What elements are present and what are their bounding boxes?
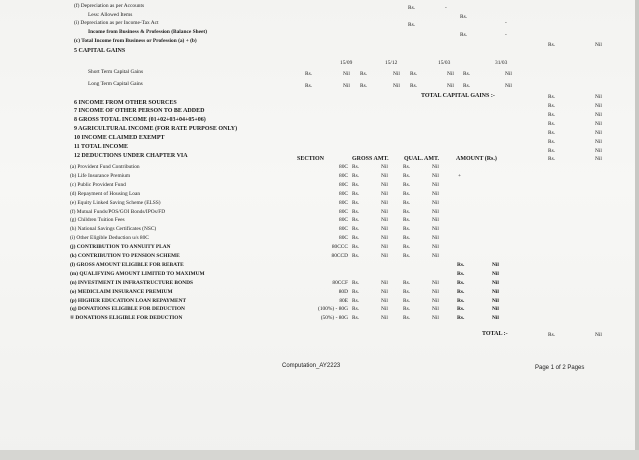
item-agricultural-label: 9 AGRICULTURAL INCOME (FOR RATE PURPOSE ONLY) — [74, 126, 238, 132]
deduction-label: (a) Provident Fund Contribution — [70, 164, 140, 170]
col-header-qual: QUAL. AMT. — [404, 156, 440, 162]
deduction-qual-value: Nil — [432, 244, 439, 251]
col-header-section: SECTION — [297, 156, 325, 162]
deduction-section: 80C — [339, 164, 348, 170]
deduction-amount-rs: Rs. — [457, 306, 465, 313]
deduction-gross-value: Nil — [381, 190, 388, 197]
item-agricultural-value: Nil — [595, 130, 602, 136]
total-label: TOTAL :- — [482, 331, 508, 337]
deduction-label: (n) INVESTMENT IN INFRASTRUCTURE BONDS — [70, 279, 194, 286]
deduction-gross-value: Nil — [381, 288, 388, 295]
deduction-amount-rs: Rs. — [457, 279, 465, 286]
page-edge-right — [635, 0, 639, 460]
item-deductions-rs: Rs. — [548, 156, 556, 162]
depreciation-accounts-rs: Rs. — [408, 5, 416, 11]
col-header-gross: GROSS AMT. — [352, 156, 389, 162]
deduction-qual-value: Nil — [432, 253, 439, 259]
item-agricultural-rs: Rs. — [548, 130, 556, 136]
cg-short-rs-2: Rs. — [360, 71, 368, 77]
deduction-amount-value: Nil — [492, 279, 499, 286]
deduction-gross-value: Nil — [381, 253, 388, 259]
deduction-gross-rs: Rs. — [352, 181, 360, 188]
deduction-amount-value: Nil — [492, 270, 499, 277]
item-gross-total-label: 8 GROSS TOTAL INCOME (01+02+03+04+05+06) — [74, 117, 206, 123]
deduction-amount-value: Nil — [492, 297, 499, 304]
deduction-section: 80C — [339, 226, 348, 233]
cg-long-val-2: Nil — [393, 83, 400, 89]
item-other-sources-value: Nil — [595, 103, 602, 109]
cg-short-term-label: Short Term Capital Gains — [88, 69, 144, 75]
deduction-gross-rs: Rs. — [352, 208, 360, 215]
total-income-business-value: Nil — [595, 42, 602, 48]
deduction-section: 80C — [339, 190, 348, 197]
item-other-sources-rs: Rs. — [548, 103, 556, 109]
deduction-gross-value: Nil — [381, 279, 388, 286]
deduction-gross-value: Nil — [381, 172, 388, 179]
deduction-label: (m) QUALIFYING AMOUNT LIMITED TO MAXIMUM — [70, 270, 205, 277]
capital-gains-heading: 5 CAPITAL GAINS — [74, 48, 126, 54]
deduction-gross-value: Nil — [381, 199, 388, 206]
deduction-amount-value: Nil — [492, 261, 499, 268]
depreciation-accounts-label: (f) Depreciation as per Accounts — [74, 3, 145, 9]
deduction-qual-value: Nil — [432, 297, 439, 304]
depreciation-it-act-dash: - — [505, 20, 507, 26]
deduction-section: 80C — [339, 208, 348, 215]
cg-short-rs-4: Rs. — [463, 71, 471, 77]
item-other-person-label: 7 INCOME OF OTHER PERSON TO BE ADDED — [74, 108, 205, 114]
deduction-gross-value: Nil — [381, 297, 388, 304]
deduction-gross-value: Nil — [381, 164, 388, 170]
deduction-label: (f) Mutual Funds/POS/GOI Bonds/IPOs/FD — [70, 208, 166, 215]
deduction-gross-value: Nil — [381, 235, 388, 242]
deduction-qual-value: Nil — [432, 235, 439, 242]
deduction-section: 80C — [339, 199, 348, 206]
item-gross-total-value: Nil — [595, 121, 602, 127]
col-header-amount: AMOUNT (Rs.) — [456, 156, 497, 162]
income-business-bs-dash: - — [505, 32, 507, 38]
deduction-gross-rs: Rs. — [352, 190, 360, 197]
cg-short-val-3: Nil — [447, 71, 454, 77]
deduction-section: (100%) - 80G — [318, 306, 348, 313]
deduction-qual-rs: Rs. — [403, 208, 411, 215]
deduction-label: (d) Repayment of Housing Loan — [70, 190, 141, 197]
deduction-qual-value: Nil — [432, 190, 439, 197]
cg-long-rs-2: Rs. — [360, 83, 368, 89]
deduction-gross-rs: Rs. — [352, 297, 360, 304]
deduction-gross-rs: Rs. — [352, 288, 360, 295]
item-other-sources-label: 6 INCOME FROM OTHER SOURCES — [74, 100, 177, 106]
deduction-amount-value: Nil — [492, 306, 499, 313]
deduction-qual-value: Nil — [432, 279, 439, 286]
deduction-qual-rs: Rs. — [403, 226, 411, 233]
deduction-qual-value: Nil — [432, 199, 439, 206]
total-income-business-rs: Rs. — [548, 42, 556, 48]
page-edge-bottom — [0, 450, 639, 460]
cg-long-term-label: Long Term Capital Gains — [88, 81, 143, 87]
deduction-gross-rs: Rs. — [352, 226, 360, 233]
item-other-person-value: Nil — [595, 112, 602, 118]
deduction-label: (k) CONTRIBUTION TO PENSION SCHEME — [70, 253, 180, 259]
item-exempt-value: Nil — [595, 139, 602, 145]
deduction-label: (q) DONATIONS ELIGIBLE FOR DEDUCTION — [70, 306, 185, 313]
total-rs: Rs. — [548, 332, 556, 338]
deduction-label: (j) CONTRIBUTION TO ANNUITY PLAN — [70, 244, 171, 251]
cg-date-1: 15/09 — [340, 60, 353, 66]
deduction-amount-rs: Rs. — [457, 297, 465, 304]
footer-file-name: Computation_AY2223 — [282, 363, 341, 369]
item-deductions-value: Nil — [595, 156, 602, 162]
deduction-section: (50%) - 80G — [320, 315, 348, 322]
deduction-gross-rs: Rs. — [352, 279, 360, 286]
item-deductions-label: 12 DEDUCTIONS UNDER CHAPTER VIA — [74, 153, 188, 159]
cg-short-val-4: Nil — [505, 71, 512, 77]
less-allowed-items-label: Less: Allowed Items — [88, 12, 133, 18]
deduction-gross-rs: Rs. — [352, 253, 360, 259]
deduction-qual-rs: Rs. — [403, 279, 411, 286]
cg-short-rs-1: Rs. — [305, 71, 313, 77]
deduction-qual-value: Nil — [432, 172, 439, 179]
deduction-label: ® DONATIONS ELIGIBLE FOR DEDUCTION — [70, 315, 183, 322]
total-capital-gains-label: TOTAL CAPITAL GAINS :- — [421, 93, 495, 99]
item-exempt-label: 10 INCOME CLAIMED EXEMPT — [74, 135, 165, 141]
deduction-amount-value: Nil — [492, 315, 499, 322]
deduction-gross-value: Nil — [381, 306, 388, 313]
deduction-section: 80C — [339, 181, 348, 188]
deduction-gross-value: Nil — [381, 315, 388, 322]
deduction-gross-value: Nil — [381, 208, 388, 215]
cg-short-rs-3: Rs. — [410, 71, 418, 77]
deduction-qual-rs: Rs. — [403, 253, 411, 259]
item-other-person-rs: Rs. — [548, 112, 556, 118]
income-business-bs-rs: Rs. — [460, 32, 468, 38]
footer-page-info: Page 1 of 2 Pages — [535, 365, 585, 371]
deduction-qual-rs: Rs. — [403, 217, 411, 224]
deduction-gross-rs: Rs. — [352, 306, 360, 313]
cg-long-rs-1: Rs. — [305, 83, 313, 89]
deduction-label: (c) Public Provident Fund — [70, 181, 126, 188]
deduction-gross-rs: Rs. — [352, 244, 360, 251]
item-total-income-value: Nil — [595, 148, 602, 154]
deduction-qual-rs: Rs. — [403, 315, 411, 322]
deduction-section: 80D — [338, 288, 348, 295]
deduction-qual-rs: Rs. — [403, 172, 411, 179]
deduction-label: (o) MEDICLAIM INSURANCE PREMIUM — [70, 288, 173, 295]
item-gross-total-rs: Rs. — [548, 121, 556, 127]
deduction-qual-rs: Rs. — [403, 199, 411, 206]
deduction-gross-rs: Rs. — [352, 235, 360, 242]
deduction-gross-rs: Rs. — [352, 172, 360, 179]
deduction-amount-value: + — [458, 172, 462, 179]
deduction-amount-rs: Rs. — [457, 315, 465, 322]
depreciation-it-act-label: (i) Depreciation as per Income-Tax Act — [74, 20, 159, 26]
deduction-qual-value: Nil — [432, 315, 439, 322]
deduction-section: 80E — [339, 297, 348, 304]
income-business-bs-label: Income from Business & Profession (Balance Sheet) — [88, 29, 207, 35]
deduction-qual-value: Nil — [432, 181, 439, 188]
deduction-gross-value: Nil — [381, 244, 388, 251]
cg-short-val-2: Nil — [393, 71, 400, 77]
deduction-gross-value: Nil — [381, 226, 388, 233]
cg-short-val-1: Nil — [343, 71, 350, 77]
deduction-gross-rs: Rs. — [352, 217, 360, 224]
deduction-label: (l) GROSS AMOUNT ELIGIBLE FOR REBATE — [70, 261, 184, 268]
item-total-income-rs: Rs. — [548, 148, 556, 154]
deduction-amount-rs: Rs. — [457, 270, 465, 277]
deduction-label: (e) Equity Linked Saving Scheme (ELSS) — [70, 199, 161, 206]
deduction-qual-rs: Rs. — [403, 190, 411, 197]
deduction-qual-value: Nil — [432, 164, 439, 170]
deduction-label: (i) Other Eligible Deduction u/s 80C — [70, 235, 149, 242]
deduction-qual-value: Nil — [432, 288, 439, 295]
deduction-qual-rs: Rs. — [403, 244, 411, 251]
less-allowed-rs: Rs. — [460, 14, 468, 20]
deduction-qual-rs: Rs. — [403, 181, 411, 188]
depreciation-it-act-rs: Rs. — [408, 22, 416, 28]
total-income-business-label: (c) Total Income from Business or Profession (a) + (b) — [74, 38, 197, 44]
cg-date-3: 15/03 — [438, 60, 451, 66]
deduction-gross-value: Nil — [381, 217, 388, 224]
deduction-qual-value: Nil — [432, 208, 439, 215]
total-capital-gains-value: Nil — [595, 94, 602, 100]
deduction-label: (g) Children Tuition Fees — [70, 217, 125, 224]
deduction-section: 80C — [339, 235, 348, 242]
deduction-section: 80C — [339, 217, 348, 224]
deduction-qual-value: Nil — [432, 217, 439, 224]
deduction-qual-rs: Rs. — [403, 164, 411, 170]
cg-long-rs-3: Rs. — [410, 83, 418, 89]
deduction-section: 80CCD — [331, 253, 348, 259]
deduction-section: 80CCC — [331, 244, 348, 251]
cg-long-val-1: Nil — [343, 83, 350, 89]
deduction-qual-rs: Rs. — [403, 297, 411, 304]
deduction-gross-rs: Rs. — [352, 199, 360, 206]
deduction-label: (p) HIGHER EDUCATION LOAN REPAYMENT — [70, 297, 187, 304]
item-exempt-rs: Rs. — [548, 139, 556, 145]
cg-long-val-4: Nil — [505, 83, 512, 89]
depreciation-accounts-dash: - — [445, 5, 447, 11]
deduction-amount-rs: Rs. — [457, 288, 465, 295]
item-total-income-label: 11 TOTAL INCOME — [74, 144, 129, 150]
cg-date-4: 31/03 — [495, 60, 508, 66]
deduction-gross-rs: Rs. — [352, 164, 360, 170]
deduction-qual-value: Nil — [432, 226, 439, 233]
deduction-qual-value: Nil — [432, 306, 439, 313]
deduction-gross-value: Nil — [381, 181, 388, 188]
deduction-gross-rs: Rs. — [352, 315, 360, 322]
deduction-qual-rs: Rs. — [403, 288, 411, 295]
cg-long-rs-4: Rs. — [463, 83, 471, 89]
deduction-qual-rs: Rs. — [403, 306, 411, 313]
deduction-label: (h) National Savings Certificates (NSC) — [70, 226, 157, 233]
deduction-amount-rs: Rs. — [457, 261, 465, 268]
deduction-label: (b) Life Insurance Premium — [70, 172, 131, 179]
cg-date-2: 15/12 — [385, 60, 398, 66]
cg-long-val-3: Nil — [447, 83, 454, 89]
deduction-qual-rs: Rs. — [403, 235, 411, 242]
deduction-section: 80CCF — [332, 279, 348, 286]
deduction-amount-value: Nil — [492, 288, 499, 295]
total-value: Nil — [595, 332, 602, 338]
deduction-section: 80C — [339, 172, 348, 179]
total-capital-gains-rs: Rs. — [548, 94, 556, 100]
